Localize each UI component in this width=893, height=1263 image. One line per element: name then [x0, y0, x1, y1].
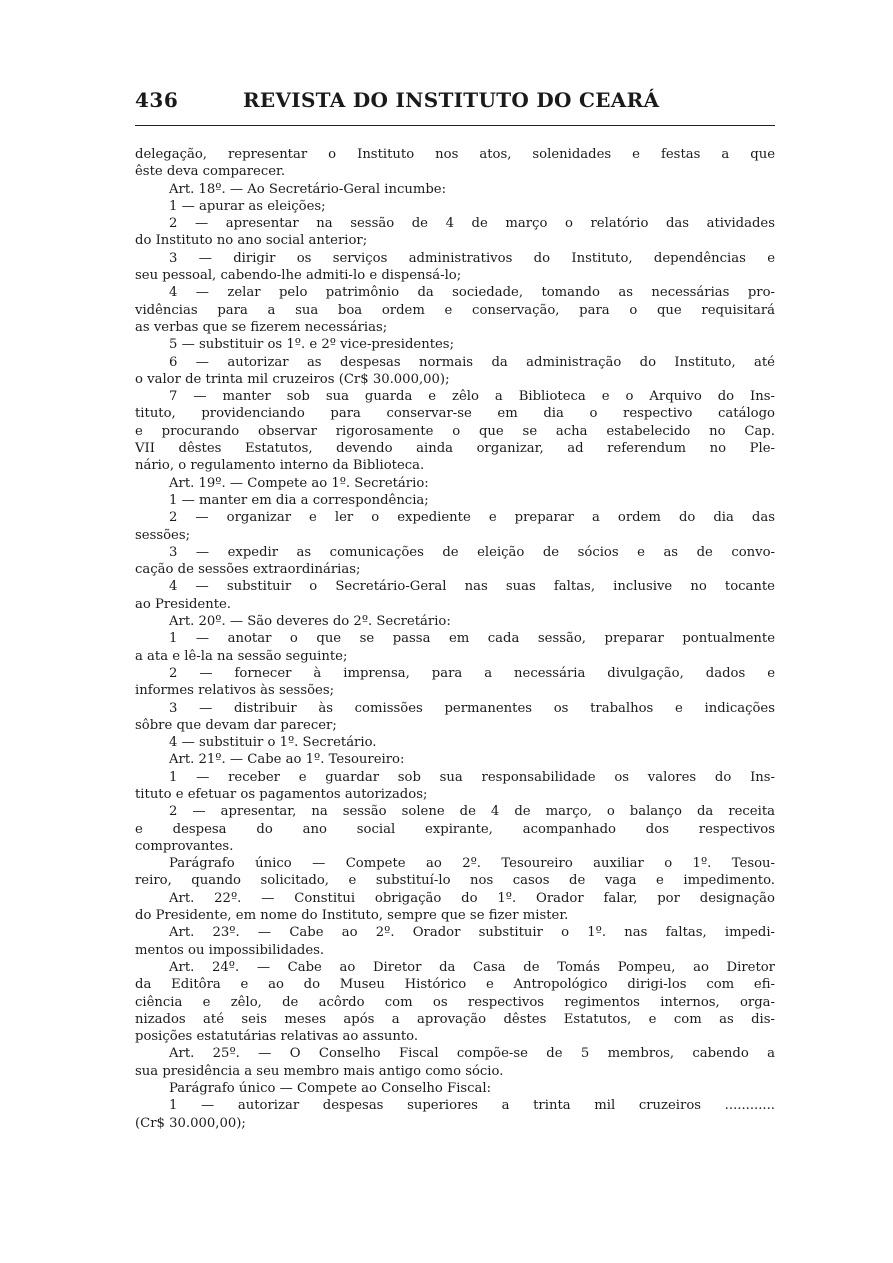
text-line: ciência e zêlo, de acôrdo com os respectivos regimentos internos, orga-: [135, 994, 775, 1010]
text-line: êste deva comparecer.: [135, 164, 286, 180]
page-number: 436: [135, 88, 179, 112]
text-line: nário, o regulamento interno da Biblioteca.: [135, 458, 425, 474]
text-line: seu pessoal, cabendo-lhe admiti-lo e dispensá-lo;: [135, 268, 462, 284]
text-line: 1 — receber e guardar sob sua responsabilidade os valores do Ins-: [169, 769, 775, 785]
text-line: as verbas que se fizerem necessárias;: [135, 319, 388, 335]
text-line: 6 — autorizar as despesas normais da administração do Instituto, até: [169, 354, 775, 370]
text-line: do Instituto no ano social anterior;: [135, 233, 368, 249]
text-line: da Editôra e ao do Museu Histórico e Antropológico dirigi-los com efi-: [135, 977, 775, 993]
text-line: do Presidente, em nome do Instituto, sempre que se fizer mister.: [135, 908, 569, 924]
text-line: 2 — apresentar na sessão de 4 de março o relatório das atividades: [169, 216, 775, 232]
text-line: ao Presidente.: [135, 596, 231, 612]
text-line: 3 — expedir as comunicações de eleição de sócios e as de convo-: [169, 544, 775, 560]
text-line: Art. 18º. — Ao Secretário-Geral incumbe:: [169, 181, 447, 197]
text-line: 2 — apresentar, na sessão solene de 4 de março, o balanço da receita: [169, 804, 775, 820]
text-line: Parágrafo único — Compete ao 2º. Tesoureiro auxiliar o 1º. Tesou-: [169, 856, 775, 872]
text-line: sôbre que devam dar parecer;: [135, 717, 337, 733]
text-line: e despesa do ano social expirante, acompanhado dos respectivos: [135, 821, 775, 837]
text-line: sua presidência a seu membro mais antigo como sócio.: [135, 1063, 504, 1079]
text-line: e procurando observar rigorosamente o que se acha estabelecido no Cap.: [135, 423, 775, 439]
text-line: cação de sessões extraordinárias;: [135, 562, 361, 578]
text-line: 3 — dirigir os serviços administrativos do Instituto, dependências e: [169, 250, 775, 266]
text-line: Art. 24º. — Cabe ao Diretor da Casa de Tomás Pompeu, ao Diretor: [169, 959, 775, 975]
text-line: 7 — manter sob sua guarda e zêlo a Biblioteca e o Arquivo do Ins-: [169, 389, 775, 405]
text-line: 3 — distribuir às comissões permanentes os trabalhos e indicações: [169, 700, 775, 716]
text-line: 4 — zelar pelo patrimônio da sociedade, tomando as necessárias pro-: [169, 285, 775, 301]
document-page: [135, 88, 775, 1131]
text-line: VII dêstes Estatutos, devendo ainda organizar, ad referendum no Ple-: [135, 441, 775, 457]
text-line: 1 — anotar o que se passa em cada sessão, preparar pontualmente: [169, 631, 775, 647]
page-header: [135, 88, 775, 118]
running-title: REVISTA DO INSTITUTO DO CEARÁ: [243, 88, 660, 112]
text-line: a ata e lê-la na sessão seguinte;: [135, 648, 348, 664]
text-line: 1 — apurar as eleições;: [169, 198, 326, 214]
text-line: informes relativos às sessões;: [135, 683, 335, 699]
text-line: o valor de trinta mil cruzeiros (Cr$ 30.000,00);: [135, 371, 450, 387]
text-line: nizados até seis meses após a aprovação dêstes Estatutos, e com as dis-: [135, 1011, 775, 1027]
text-line: delegação, representar o Instituto nos atos, solenidades e festas a que: [135, 147, 775, 162]
text-line: 4 — substituir o 1º. Secretário.: [169, 735, 377, 751]
text-line: tituto, providenciando para conservar-se em dia o respectivo catálogo: [135, 406, 775, 422]
text-line: comprovantes.: [135, 838, 234, 854]
text-line: 5 — substituir os 1º. e 2º vice-presidentes;: [169, 337, 455, 353]
text-line: 2 — organizar e ler o expediente e preparar a ordem do dia das: [169, 510, 775, 526]
text-line: 1 — autorizar despesas superiores a trinta mil cruzeiros ............: [169, 1098, 775, 1114]
text-line: 1 — manter em dia a correspondência;: [169, 492, 429, 508]
text-line: 2 — fornecer à imprensa, para a necessária divulgação, dados e: [169, 665, 775, 681]
text-line: Art. 23º. — Cabe ao 2º. Orador substituir o 1º. nas faltas, impedi-: [169, 925, 775, 941]
text-line: vidências para a sua boa ordem e conservação, para o que requisitará: [135, 302, 775, 318]
text-line: mentos ou impossibilidades.: [135, 942, 325, 958]
text-line: posições estatutárias relativas ao assunto.: [135, 1029, 419, 1045]
text-line: Art. 22º. — Constitui obrigação do 1º. Orador falar, por designação: [169, 890, 775, 906]
text-line: reiro, quando solicitado, e substituí-lo nos casos de vaga e impedimento.: [135, 873, 775, 889]
text-line: (Cr$ 30.000,00);: [135, 1115, 246, 1131]
text-line: Art. 20º. — São deveres do 2º. Secretário:: [169, 614, 451, 630]
text-line: Parágrafo único — Compete ao Conselho Fiscal:: [169, 1081, 492, 1097]
header-rule: [135, 125, 775, 126]
text-line: Art. 25º. — O Conselho Fiscal compõe-se de 5 membros, cabendo a: [169, 1046, 775, 1062]
text-line: tituto e efetuar os pagamentos autorizados;: [135, 786, 428, 802]
text-line: Art. 19º. — Compete ao 1º. Secretário:: [169, 475, 429, 491]
text-line: Art. 21º. — Cabe ao 1º. Tesoureiro:: [169, 752, 405, 768]
text-line: 4 — substituir o Secretário-Geral nas suas faltas, inclusive no tocante: [169, 579, 775, 595]
body-text: [135, 146, 775, 1132]
text-line: sessões;: [135, 527, 191, 543]
